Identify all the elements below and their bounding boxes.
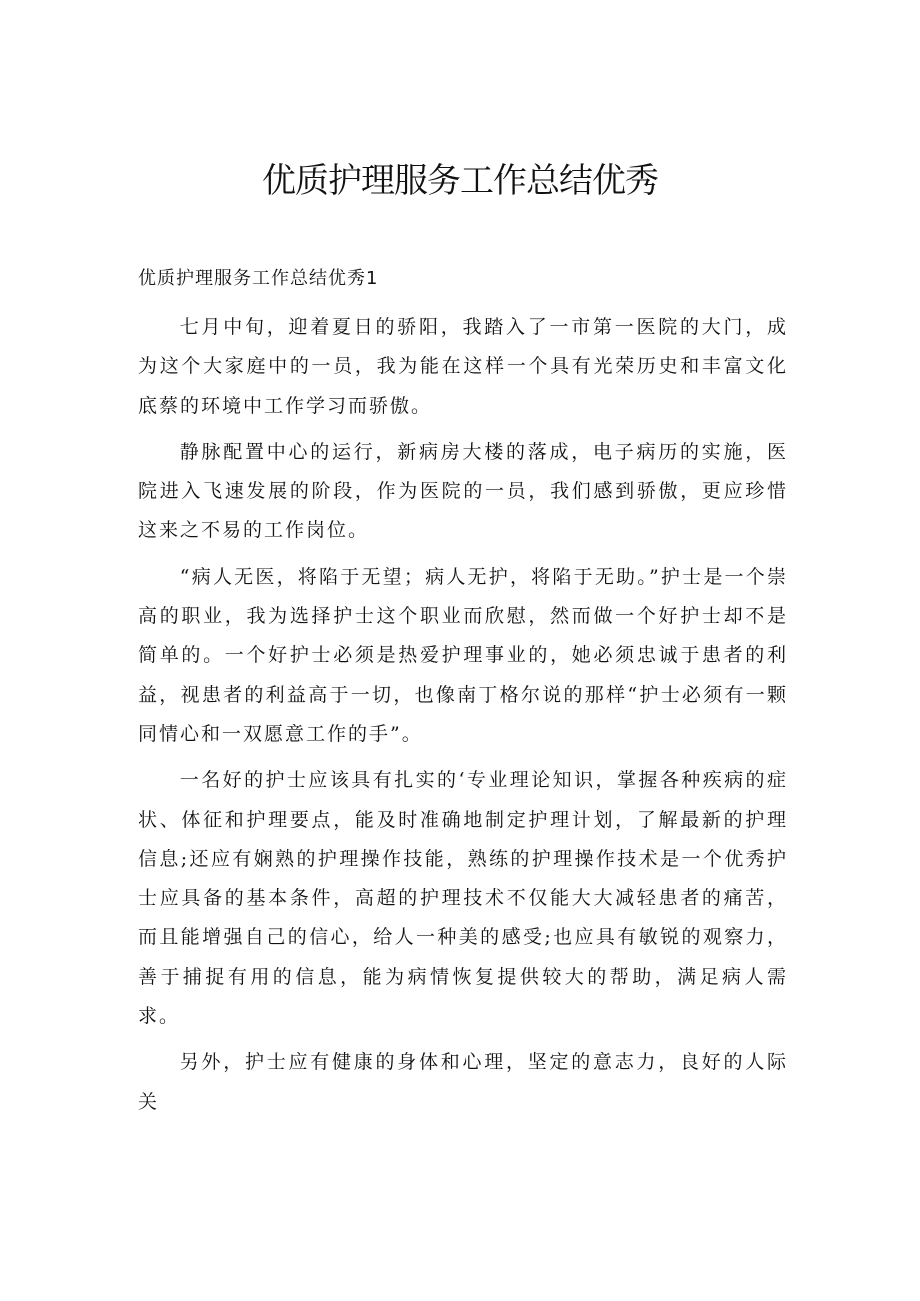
section-heading: 优质护理服务工作总结优秀1 bbox=[138, 268, 379, 289]
page-title: 优质护理服务工作总结优秀 bbox=[262, 161, 658, 201]
paragraph-1: 七月中旬，迎着夏日的骄阳，我踏入了一市第一医院的大门，成为这个大家庭中的一员，我为能在这样一个具有光荣历史和丰富文化底蔡的环境中工作学习而骄傲。 bbox=[138, 316, 788, 417]
paragraph-4: 一名好的护士应该具有扎实的‘专业理论知识，掌握各种疾病的症状、体征和护理要点，能及时准确地制定护理计划，了解最新的护理信息;还应有娴熟的护理操作技能，熟练的护理操作技术是一个优秀护士应具备的基本条件，高超的护理技术不仅能大大减轻患者的痛苦，而且能增强自己的信心，给人一种美的感受;也应具有敏锐的观察力，善于捕捉有用的信息，能为病情恢复提供较大的帮助，满足病人需求。 bbox=[138, 769, 788, 1028]
document-body bbox=[138, 308, 788, 1129]
paragraph-3: “病人无医，将陷于无望；病人无护，将陷于无助。”护士是一个崇高的职业，我为选择护士这个职业而欣慰，然而做一个好护士却不是简单的。一个好护士必须是热爱护理事业的，她必须忠诚于患者的利益，视患者的利益高于一切，也像南丁格尔说的那样“护士必须有一颗同情心和一双愿意工作的手”。 bbox=[138, 565, 788, 745]
paragraph-2: 静脉配置中心的运行，新病房大楼的落成，电子病历的实施，医院进入飞速发展的阶段，作为医院的一员，我们感到骄傲，更应珍惜这来之不易的工作岗位。 bbox=[138, 440, 788, 542]
paragraph-5: 另外，护士应有健康的身体和心理，坚定的意志力，良好的人际关 bbox=[138, 1051, 788, 1113]
